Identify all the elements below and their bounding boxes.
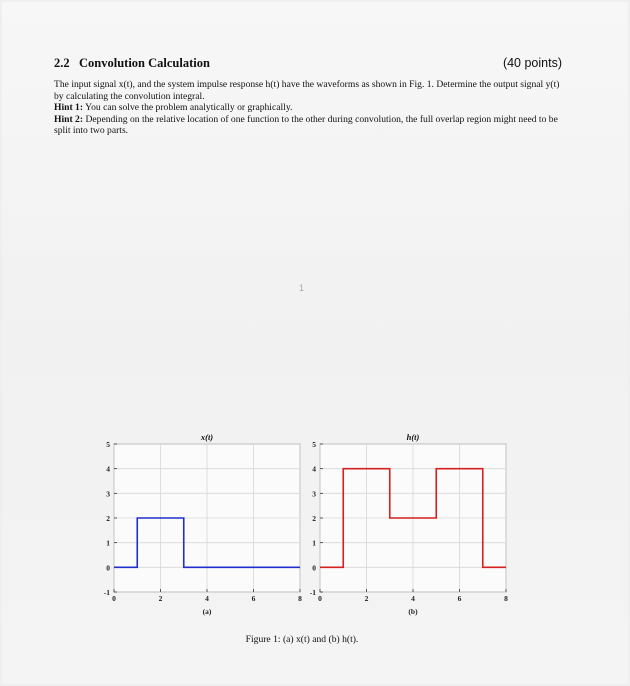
figure-caption: Figure 1: (a) x(t) and (b) h(t). (245, 634, 359, 645)
y-tick-label: 3 (312, 489, 316, 499)
x-tick-label: 8 (298, 594, 302, 603)
document-page (2, 2, 628, 684)
y-tick-label: 2 (106, 514, 110, 523)
section-heading (54, 56, 562, 71)
hint-2-label: Hint 2: (54, 113, 84, 125)
plot-sublabel: (b) (408, 607, 418, 616)
hint-1-label: Hint 1: (54, 102, 84, 113)
hint-1-text: You can solve the problem analytically or graphically. (85, 102, 293, 113)
figure-1 (92, 427, 522, 627)
section-title: Convolution Calculation (79, 56, 210, 70)
x-tick-label: 6 (251, 594, 256, 603)
y-tick-label: 0 (312, 563, 316, 573)
section-number: 2.2 (54, 56, 70, 70)
x-tick-label: 0 (112, 594, 116, 603)
plot-title: x(t) (200, 432, 214, 442)
intro-paragraph: The input signal x(t), and the system impulse response h(t) have the waveforms as shown in Fig. 1. Determine the output signal y(t) by calculating the convolution integral. (54, 79, 560, 102)
x-tick-label: 8 (504, 594, 508, 603)
x-tick-label: 4 (205, 594, 209, 603)
x-tick-label: 0 (318, 594, 322, 603)
problem-text (54, 79, 562, 137)
y-tick-label: -1 (103, 588, 110, 597)
y-tick-label: 4 (312, 464, 316, 474)
x-tick-label: 4 (411, 594, 415, 603)
y-tick-label: 3 (106, 489, 110, 499)
plot-sublabel: (a) (202, 607, 212, 616)
plot-title: h(t) (406, 432, 420, 442)
y-tick-label: -1 (309, 588, 316, 597)
y-tick-label: 1 (312, 538, 316, 548)
x-tick-label: 2 (364, 594, 369, 603)
x-tick-label: 6 (457, 594, 462, 603)
y-tick-label: 5 (312, 440, 316, 449)
page-number: 1 (299, 283, 305, 293)
hint-2-text: Depending on the relative location of one function to the other during convolution, the full overlap region might need to be split into two parts. (54, 113, 558, 136)
hint-2 (54, 114, 562, 137)
section-points: (40 points) (502, 56, 562, 70)
y-tick-label: 4 (106, 464, 110, 474)
y-tick-label: 1 (106, 538, 110, 548)
hint-1 (54, 102, 562, 114)
y-tick-label: 5 (106, 440, 110, 449)
x-tick-label: 2 (158, 594, 163, 603)
y-tick-label: 0 (106, 563, 110, 573)
figure-plots (92, 427, 522, 627)
y-tick-label: 2 (312, 514, 316, 523)
